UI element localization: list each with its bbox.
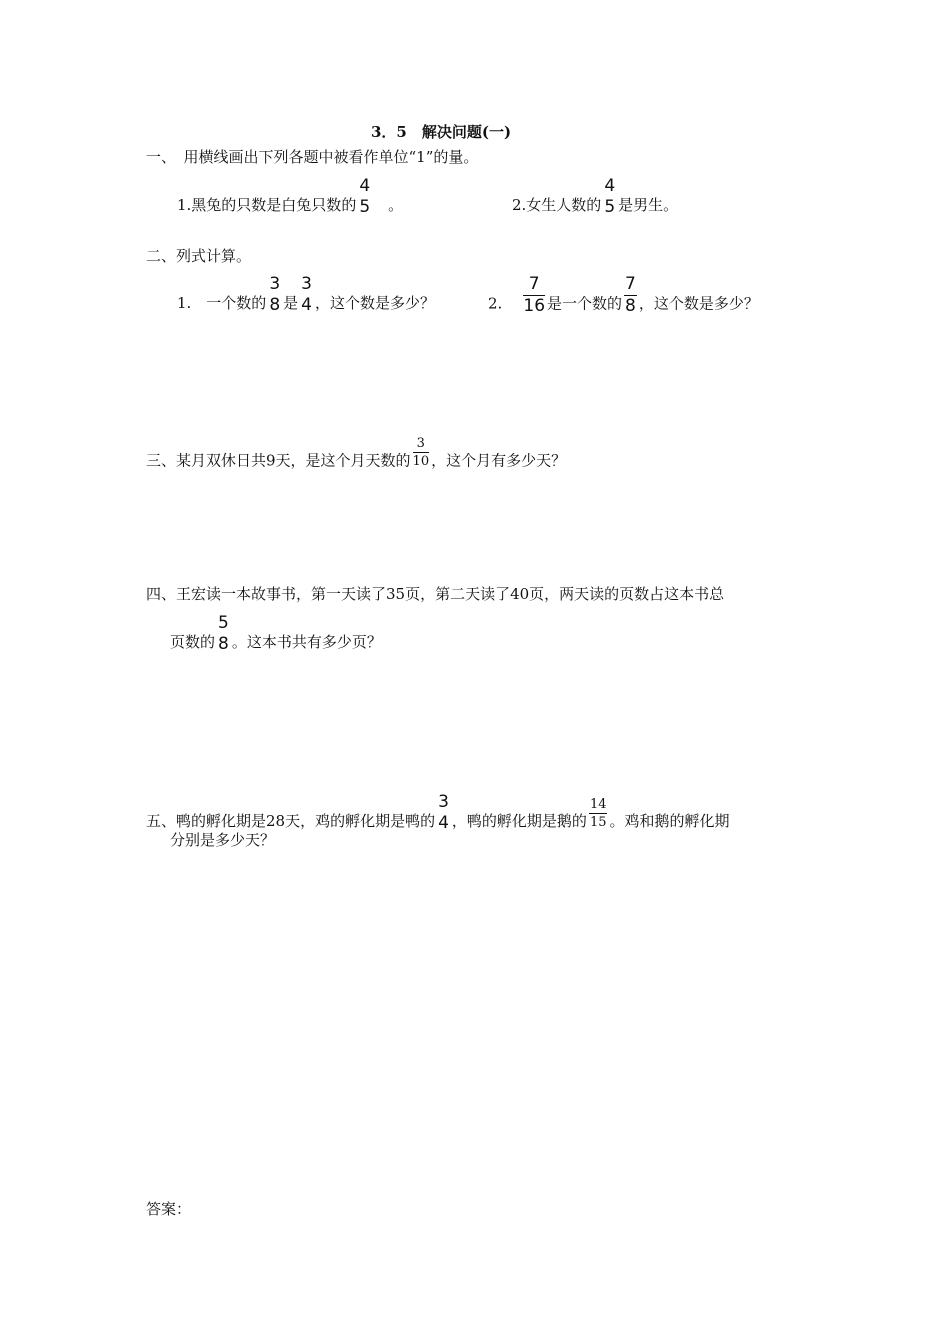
- fraction-denominator: 15: [589, 814, 607, 830]
- fraction-numerator: 4: [359, 176, 371, 196]
- s2-q1-tail: ，这个数是多少？: [314, 294, 435, 312]
- section-4-line-1: 四、王宏读一本故事书，第一天读了35页，第二天读了40页，两天读的页数占这本书总: [146, 585, 725, 603]
- s5-text: 五、鸭的孵化期是28天，鸡的孵化期是鸭的: [146, 812, 436, 830]
- s4-text: 页数的: [170, 633, 216, 651]
- fraction-numerator: 3: [269, 274, 281, 294]
- fraction-numerator: 7: [523, 276, 545, 296]
- fraction-numerator: 3: [301, 274, 312, 294]
- s3-tail: ，这个月有多少天？: [431, 451, 567, 470]
- section-3-question: [146, 436, 567, 477]
- section-1-heading: 一、 用横线画出下列各题中被看作单位“1”的量。: [146, 148, 479, 166]
- answer-label: 答案：: [146, 1200, 192, 1218]
- s2-q2-tail: ，这个数是多少？: [638, 294, 759, 313]
- fraction-denominator: 8: [218, 634, 229, 654]
- s4-tail: 。这本书共有多少页？: [231, 633, 382, 651]
- fraction-numerator: 4: [604, 176, 616, 196]
- s2-q1-fraction-1: [268, 276, 281, 314]
- fraction-denominator: 8: [269, 295, 281, 315]
- section-4-line-2: [170, 613, 382, 662]
- fraction-numerator: 14: [589, 796, 607, 812]
- fraction-numerator: 3: [438, 792, 449, 812]
- s2-q2-fraction-1: [523, 276, 545, 315]
- section-5-line-2: 分别是多少天？: [170, 831, 276, 849]
- s1-q2-text: 2.女生人数的: [512, 196, 602, 214]
- s5-tail: 。鸡和鹅的孵化期: [609, 812, 730, 830]
- s2-q2-fraction-2: [624, 276, 637, 315]
- s5-fraction-1: [437, 794, 450, 832]
- page-title: 3．5 解决问题(一): [371, 123, 512, 141]
- s1-q1-fraction: [358, 178, 371, 216]
- fraction-denominator: 4: [301, 295, 312, 315]
- s1-question-2: [512, 176, 679, 225]
- fraction-denominator: 4: [438, 813, 449, 833]
- s3-fraction: [413, 437, 430, 468]
- fraction-numerator: 5: [218, 613, 229, 633]
- s2-q1-mid: 是: [283, 294, 299, 312]
- s2-question-2: [488, 274, 759, 324]
- fraction-numerator: 3: [413, 437, 430, 453]
- fraction-denominator: 16: [523, 296, 546, 316]
- s3-text: 三、某月双休日共9天，是这个月天数的: [146, 451, 411, 470]
- s1-q2-tail: 是男生。: [618, 196, 679, 214]
- s2-question-1: [177, 274, 435, 323]
- s2-q1-text: 1. 一个数的: [177, 294, 267, 312]
- s2-q1-fraction-2: [300, 276, 313, 314]
- fraction-denominator: 5: [604, 197, 616, 217]
- fraction-denominator: 5: [359, 197, 371, 217]
- fraction-numerator: 7: [625, 274, 636, 294]
- s1-question-1: [177, 176, 404, 225]
- s5-fraction-2: [589, 798, 608, 829]
- s4-fraction: [217, 615, 230, 653]
- s5-mid: ，鸭的孵化期是鹅的: [451, 812, 587, 830]
- fraction-denominator: 10: [412, 454, 430, 469]
- s1-q1-text: 1.黑兔的只数是白兔只数的: [177, 196, 357, 214]
- s2-q2-mid: 是一个数的: [547, 294, 623, 313]
- fraction-denominator: 8: [625, 296, 636, 316]
- section-2-heading: 二、列式计算。: [146, 247, 252, 265]
- s2-q2-number: 2.: [488, 294, 503, 313]
- s1-q2-fraction: [603, 178, 616, 216]
- s1-q1-tail: 。: [373, 196, 404, 214]
